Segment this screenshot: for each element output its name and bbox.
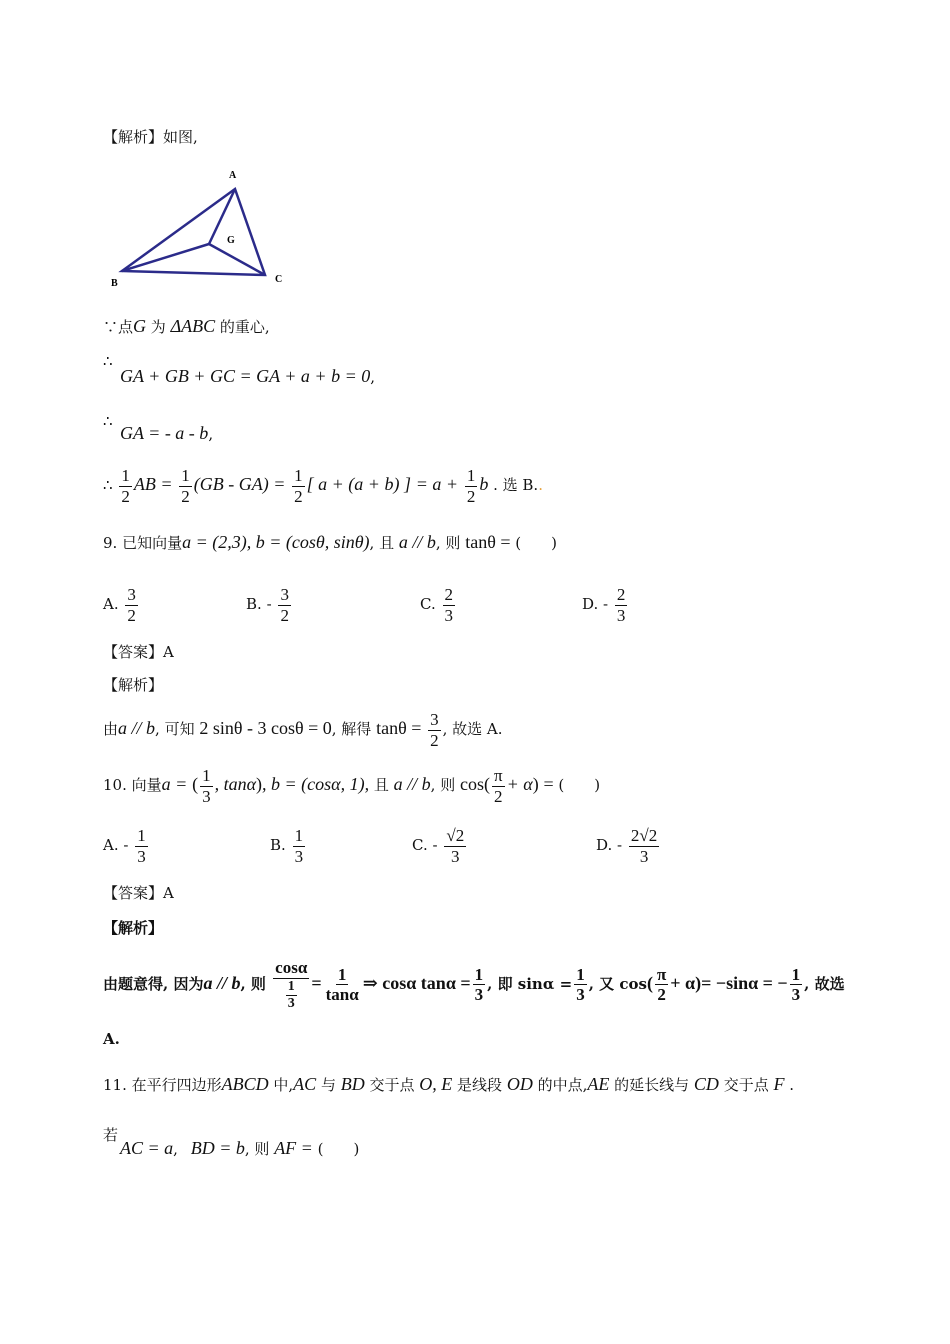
q10-solution: 由题意得, 因为a // b, 则 $\frac{\cos\alpha}{\frac{1}{3}}$ = $\frac{1}{\tan\alpha}$ ⇒ cosα tanα = $\frac{1}{3}$ , 即 sinα = $\frac{1}{3}$ , 又 cos( $\frac{\pi}{2}$ + α)= −sinα = − $\frac{1}{3}$ , 故选 bbox=[103, 958, 845, 1011]
q10-option-d: D. - $\frac{2√2}{3}$ bbox=[596, 826, 658, 866]
q11-stem-math: AC = a, BD = b, 则 AF = ( ) bbox=[120, 1138, 360, 1158]
label-c: C bbox=[275, 274, 283, 285]
label-a: A bbox=[229, 170, 237, 181]
q10-option-a: A. - $\frac{1}{3}$ bbox=[103, 826, 146, 866]
analysis-heading: 【解析】如图, bbox=[103, 128, 198, 146]
triangle-figure bbox=[105, 165, 295, 290]
q10-option-b: B. $\frac{1}{3}$ bbox=[270, 826, 304, 866]
q9-solution: 由a // b, 可知 2 sinθ - 3 cosθ = 0, 解得 tanθ = $\frac{3}{2}$ , 故选 A. bbox=[103, 710, 503, 750]
q10-analysis-heading: 【解析】 bbox=[103, 919, 164, 937]
q10-solution-end: A. bbox=[103, 1030, 120, 1048]
label-g: G bbox=[227, 235, 235, 246]
q9-option-c: C. $\frac{2}{3}$ bbox=[420, 585, 453, 625]
q10-option-c: C. - $\frac{√2}{3}$ bbox=[412, 826, 465, 866]
equation-2: GA = - a - b, bbox=[120, 423, 214, 443]
q9-option-a: A. $\frac{3}{2}$ bbox=[103, 585, 136, 625]
q11-stem-line1: 11. 在平行四边形ABCD 中,AC 与 BD 交于点 O, E 是线段 OD 的中点,AE 的延长线与 CD 交于点 F . bbox=[103, 1074, 795, 1094]
q9-stem: 9. 已知向量a = (2,3), b = (cosθ, sinθ), 且 a // b, 则 tanθ = ( ) bbox=[103, 532, 557, 552]
q10-answer: 【答案】A bbox=[103, 884, 174, 902]
q10-stem: 10. 向量a = ( $\frac{1}{3}$ , tanα), b = (cosα, 1), 且 a // b, 则 cos( $\frac{\pi}{2}$ + α) = ( ) bbox=[103, 766, 601, 806]
q11-stem-line2: 若 bbox=[103, 1126, 119, 1144]
q9-analysis-heading: 【解析】 bbox=[103, 676, 164, 694]
equation-3: ∴ $\frac{1}{2}$ AB = $\frac{1}{2}$ (GB - GA) = $\frac{1}{2}$ [ a + (a + b) ] = a + $\frac{1}{2}$ b . 选 B.. bbox=[103, 466, 543, 506]
equation-1: GA + GB + GC = GA + a + b = 0, bbox=[120, 366, 375, 386]
q9-option-b: B. - $\frac{3}{2}$ bbox=[246, 585, 289, 625]
therefore-1: ∴ bbox=[103, 352, 113, 370]
label-b: B bbox=[111, 278, 118, 289]
since-line: ∵点G 为 ΔABC 的重心, bbox=[103, 316, 270, 336]
therefore-2: ∴ bbox=[103, 412, 113, 430]
q9-answer: 【答案】A bbox=[103, 643, 174, 661]
q9-option-d: D. - $\frac{2}{3}$ bbox=[582, 585, 626, 625]
